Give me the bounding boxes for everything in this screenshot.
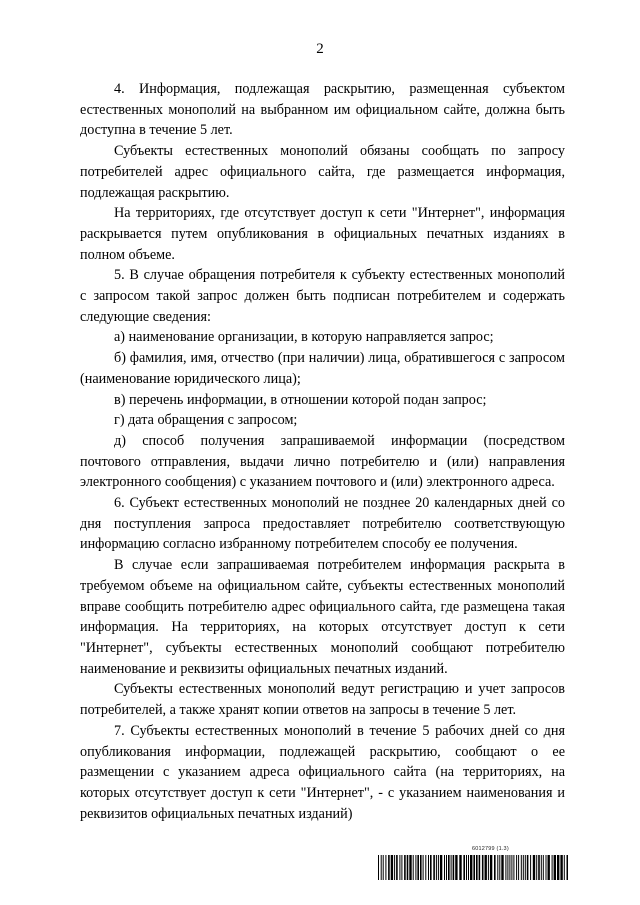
list-item-a: а) наименование организации, в которую направляется запрос; <box>114 329 494 346</box>
paragraph-9: 7. Субъекты естественных монополий в течение 5 рабочих дней со дня опубликования информации, подлежащей раскрытию, сообщают о ее размещении с указанием адреса официального сайта (на территориях, на которых отсутствует доступ к сети "Интернет", - с указанием наименования и реквизитов официальных печатных изданий) <box>80 722 565 822</box>
paragraph-7: В случае если запрашиваемая потребителем информация раскрыта в требуемом объеме на официальном сайте, субъекты естественных монополий вправе сообщить потребителю адрес официального сайта, где размещена такая информация. На территориях, на которых отсутствует доступ к сети "Интернет", субъекты естественных монополий сообщают потребителю наименование и реквизиты официальных печатных изданий. <box>80 557 565 677</box>
document-body <box>80 79 565 824</box>
barcode-icon <box>378 855 568 880</box>
list-item-b: б) фамилия, имя, отчество (при наличии) лица, обратившегося с запросом (наименование юридического лица); <box>80 350 565 387</box>
paragraph-1: 4. Информация, подлежащая раскрытию, размещенная субъектом естественных монополий на выбранном им официальном сайте, должна быть доступна в течение 5 лет. <box>80 81 565 139</box>
paragraph-3: На территориях, где отсутствует доступ к сети "Интернет", информация раскрывается путем опубликования в официальных печатных изданиях в полном объеме. <box>80 205 565 263</box>
list-item-g: г) дата обращения с запросом; <box>114 412 298 429</box>
paragraph-2: Субъекты естественных монополий обязаны сообщать по запросу потребителей адрес официального сайта, где размещается информация, подлежащая раскрытию. <box>80 143 565 201</box>
paragraph-8: Субъекты естественных монополий ведут регистрацию и учет запросов потребителей, а также хранят копии ответов на запросы в течение 5 лет. <box>80 681 565 719</box>
document-code: 6012799 (1.3) <box>472 846 509 852</box>
paragraph-4: 5. В случае обращения потребителя к субъекту естественных монополий с запросом такой запрос должен быть подписан потребителем и содержать следующие сведения: <box>80 267 565 325</box>
paragraph-6: 6. Субъект естественных монополий не позднее 20 календарных дней со дня поступления запроса предоставляет потребителю соответствующую информацию согласно избранному потребителем способу ее получения. <box>80 495 565 553</box>
list-item-d: д) способ получения запрашиваемой информации (посредством почтового отправления, выдачи лично потребителю и (или) направления электронного сообщения) с указанием почтового и (или) электронного адреса. <box>80 432 565 491</box>
list-item-v: в) перечень информации, в отношении которой подан запрос; <box>114 391 487 408</box>
page-number: 2 <box>316 41 324 57</box>
